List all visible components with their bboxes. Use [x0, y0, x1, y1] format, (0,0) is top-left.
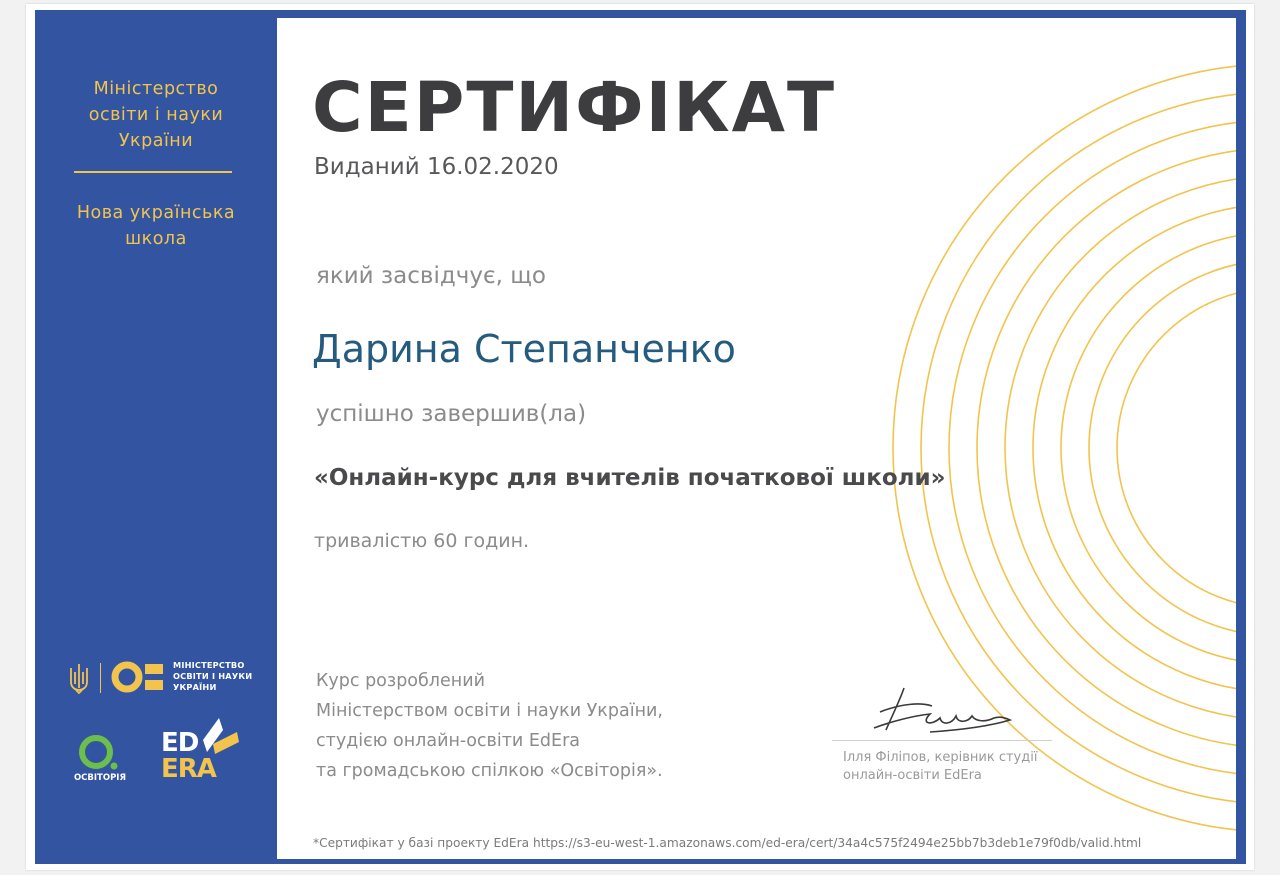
trident-icon	[68, 662, 90, 694]
osvitoria-logo-icon	[77, 733, 121, 773]
sidebar-ministry-label: Міністерство освіти і науки України	[88, 79, 224, 151]
decorative-ring	[1089, 260, 1236, 636]
signature-line	[832, 740, 1052, 741]
ministry-logo-line: ОСВІТИ І НАУКИ	[173, 671, 253, 681]
ministry-logo-line: УКРАЇНИ	[173, 682, 217, 692]
ministry-logo-line: МІНІСТЕРСТВО	[173, 660, 245, 670]
completed-text: успішно завершив(ла)	[316, 401, 587, 427]
developers-line: студією онлайн-освіти EdEra	[316, 731, 580, 751]
recipient-name: Дарина Степанченко	[312, 327, 736, 371]
sidebar-school-label: Нова українська школа	[76, 203, 236, 249]
developers-line: та громадською спілкою «Освіторія».	[316, 761, 663, 781]
edera-book-icon	[199, 718, 241, 754]
edera-logo	[161, 718, 241, 784]
developers-line: Міністерством освіти і науки України,	[316, 701, 663, 721]
decorative-ring	[1117, 288, 1236, 608]
issue-date: Виданий 16.02.2020	[314, 154, 559, 180]
signature	[860, 682, 1020, 742]
decorative-ring	[977, 148, 1236, 748]
logo-separator	[100, 663, 101, 693]
ministry-logo-text	[173, 660, 252, 693]
course-duration: тривалістю 60 годин.	[314, 530, 530, 552]
signer-name: Ілля Філіпов, керівник студії	[843, 750, 1038, 765]
verification-footnote: *Сертифікат у базі проекту EdEra https://s3-eu-west-1.amazonaws.com/ed-era/cert/34a4c575f2494e25bb7b3deb1e79f0db/valid.html	[313, 836, 1142, 850]
edera-logo-top: ED	[161, 728, 199, 758]
course-title: «Онлайн-курс для вчителів початкової школи»	[314, 465, 946, 491]
sidebar-divider	[74, 171, 232, 173]
developers-line: Курс розроблений	[316, 671, 485, 691]
signer-caption	[843, 749, 1037, 785]
certifies-text: який засвідчує, що	[316, 263, 546, 289]
developers-block	[316, 666, 663, 786]
decorative-ring	[1061, 232, 1236, 664]
osvitoria-logo-text: ОСВІТОРІЯ	[73, 773, 127, 783]
ministry-logo-icon	[111, 661, 165, 693]
edera-logo-bottom: ERA	[161, 754, 216, 784]
signer-role: онлайн-освіти EdEra	[843, 768, 982, 783]
decorative-ring	[1005, 176, 1236, 720]
decorative-ring	[1033, 204, 1236, 692]
certificate-title: СЕРТИФІКАТ	[312, 68, 837, 148]
